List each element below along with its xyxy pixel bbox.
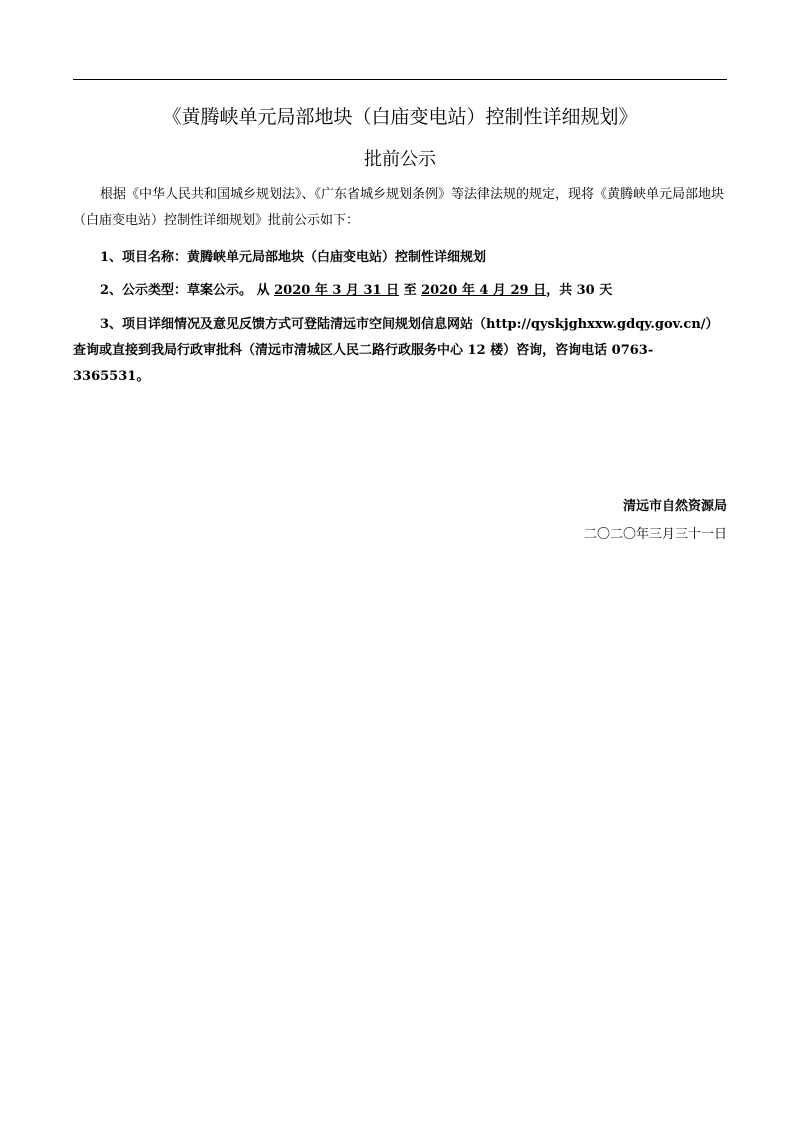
item2-prefix: 2、公示类型：草案公示。 从 — [100, 283, 275, 298]
header-rule — [73, 79, 727, 80]
signature-date: 二〇二〇年三月三十一日 — [583, 527, 727, 542]
document-title: 《黄腾峡单元局部地块（白庙变电站）控制性详细规划》 — [162, 106, 638, 128]
item-announcement-type — [100, 278, 727, 304]
intro-paragraph: 根据《中华人民共和国城乡规划法》、《广东省城乡规划条例》等法律法规的规定，现将《黄腾峡单元局部地块（白庙变电站）控制性详细规划》批前公示如下： — [73, 187, 725, 228]
document-subtitle: 批前公示 — [364, 149, 436, 170]
end-date: 2020 年 4 月 29 日 — [421, 283, 547, 298]
item-project-name: 1、项目名称：黄腾峡单元局部地块（白庙变电站）控制性详细规划 — [100, 250, 487, 265]
item2-middle: 至 — [399, 283, 422, 298]
item-details-contact: 3、项目详细情况及意见反馈方式可登陆清远市空间规划信息网站（http://qyskjghxxw.gdqy.gov.cn/）查询或直接到我局行政审批科（清远市清城区人民二路行政服务中心 12 楼）咨询，咨询电话 0763-3365531。 — [73, 317, 719, 384]
signature-organization: 清远市自然资源局 — [622, 499, 727, 514]
item2-suffix: ，共 30 天 — [546, 283, 613, 298]
start-date: 2020 年 3 月 31 日 — [274, 283, 400, 298]
